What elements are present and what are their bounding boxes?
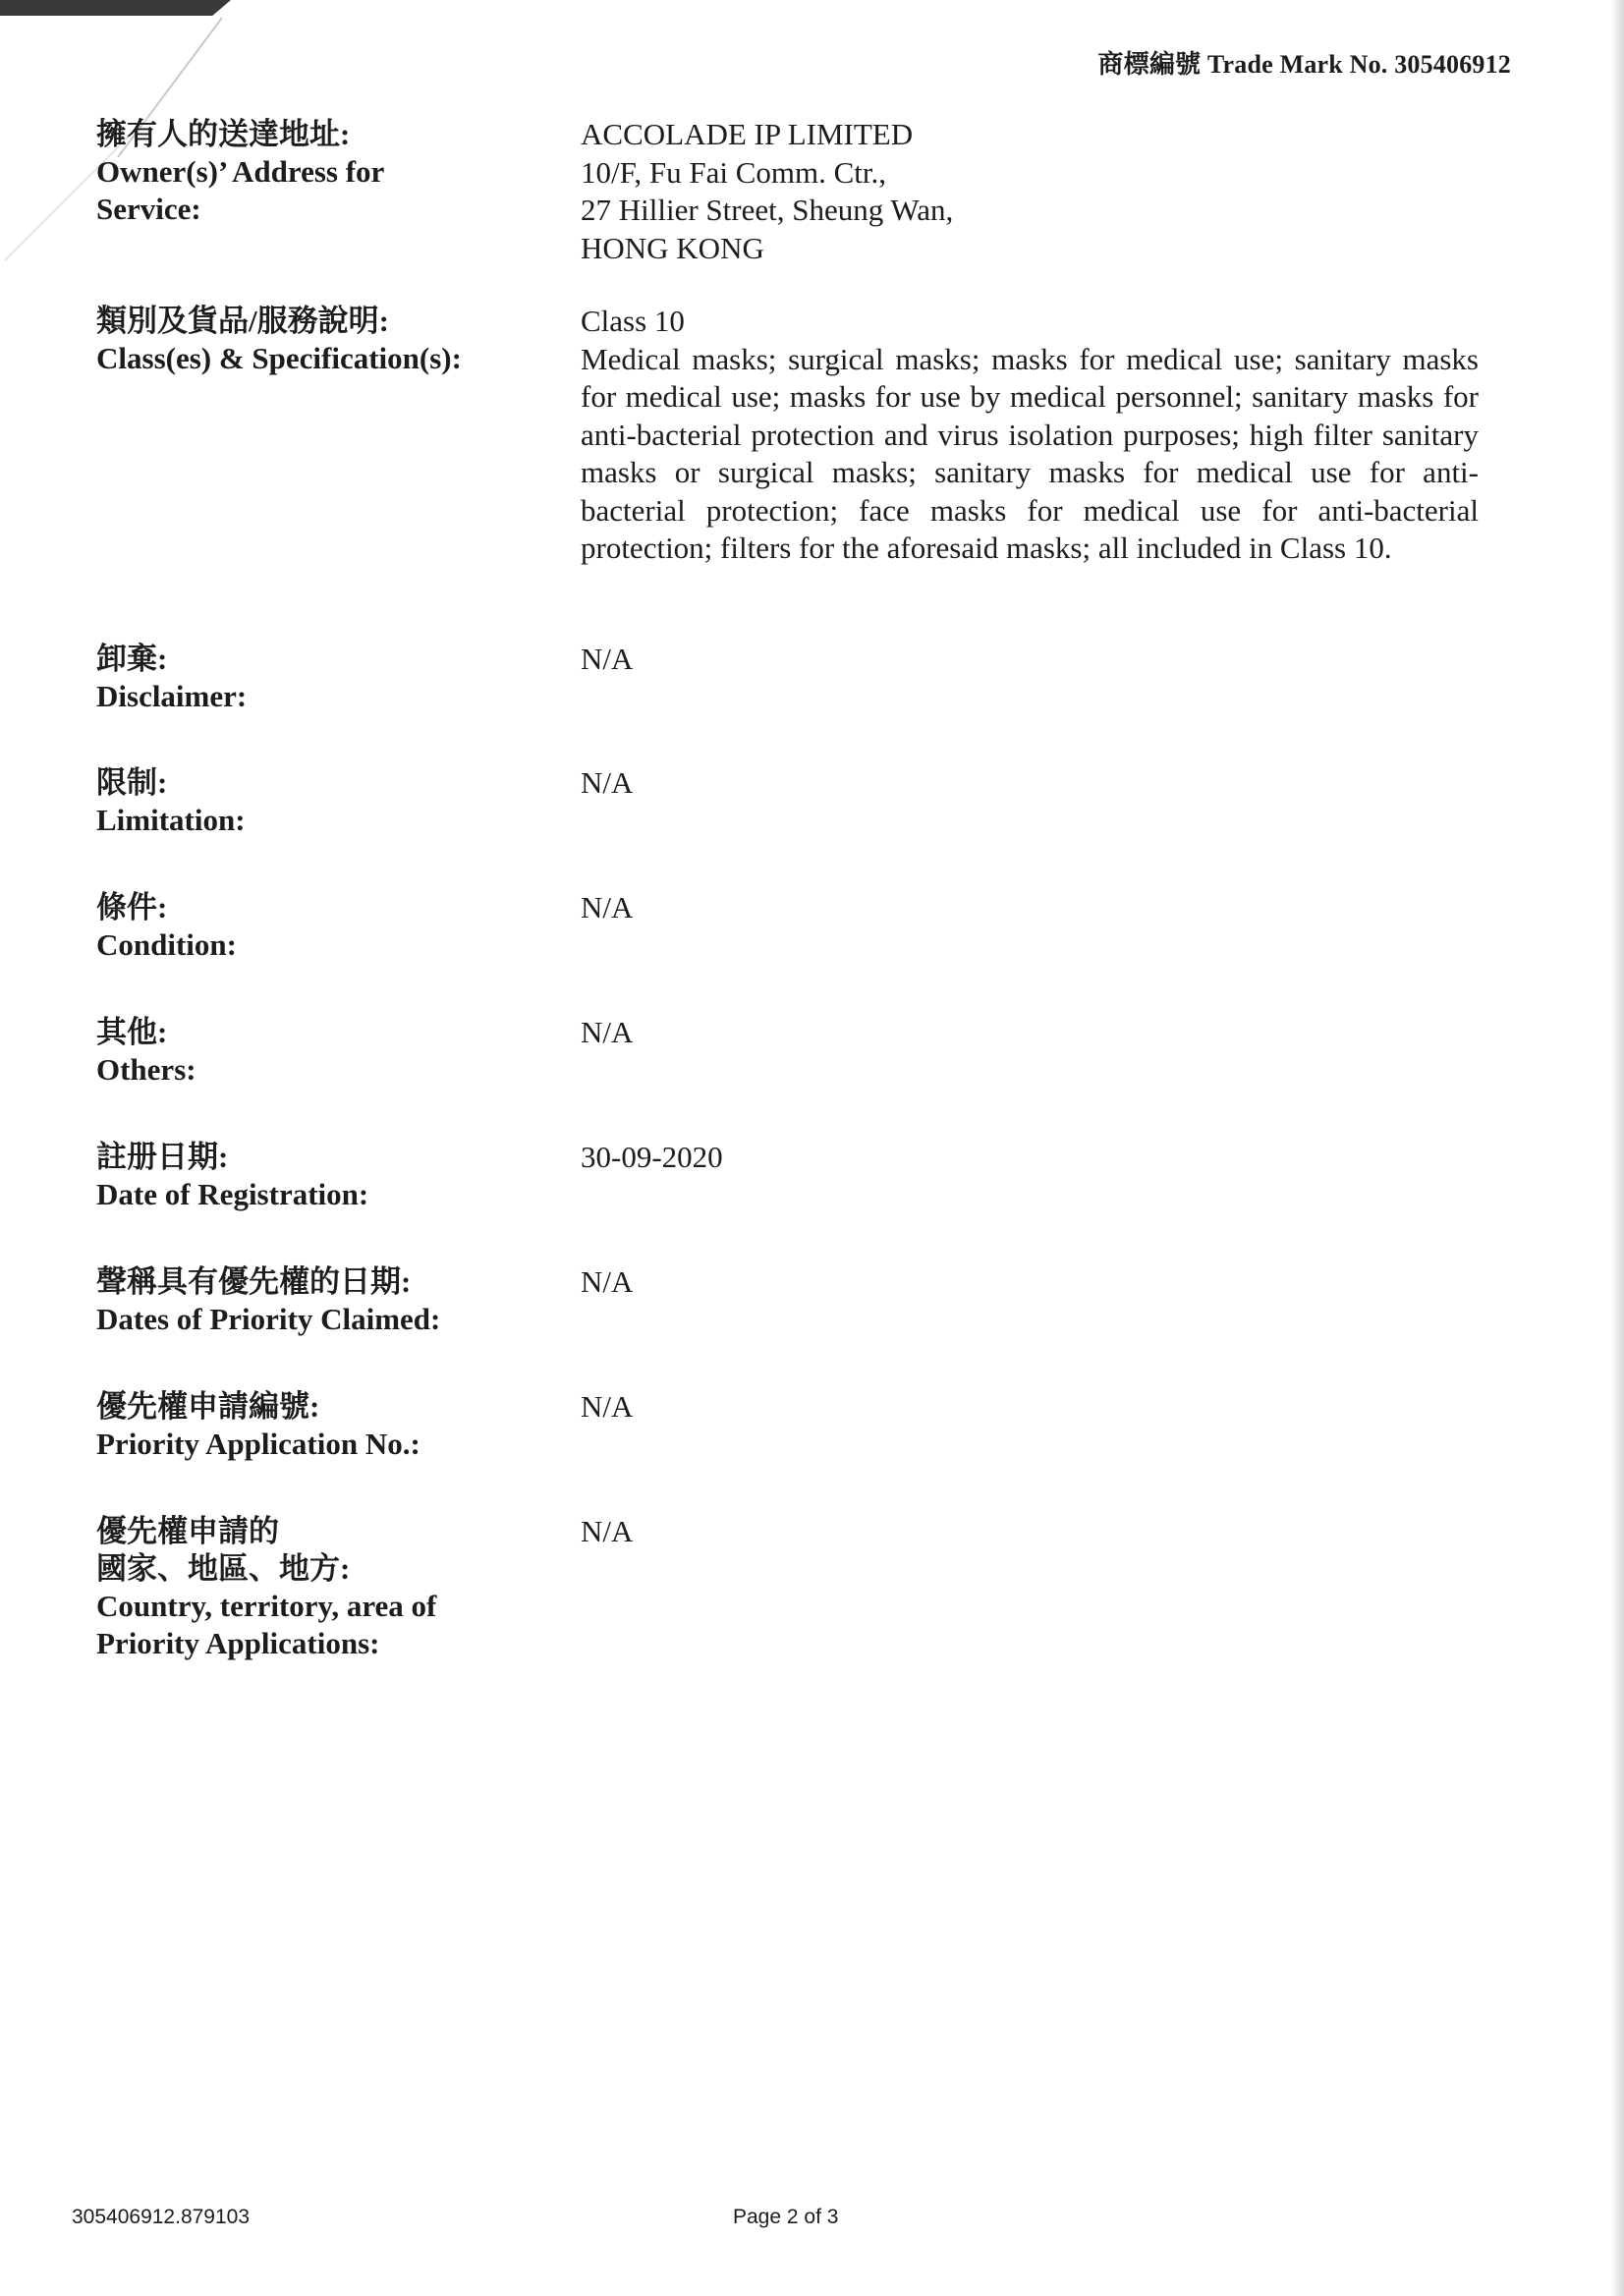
scan-right-edge	[1610, 0, 1624, 2296]
field-value: 30-09-2020	[581, 1140, 723, 1174]
specification-text: Medical masks; surgical masks; masks for medical use; sanitary masks for medical use; masks for use by medical personnel; sanitary masks for anti-bacterial protection and virus isolation purposes; high filter sanitary masks or surgical masks; sanitary masks for medical use for anti-bacterial protection; face masks for medical use for anti-bacterial protection; filters for the aforesaid masks; all included in Class 10.	[581, 341, 1479, 565]
label-en: Others:	[96, 1052, 196, 1087]
label-zh: 卸棄:	[96, 642, 168, 676]
label-en: Country, territory, area of	[96, 1589, 437, 1623]
label-zh: 擁有人的送達地址:	[96, 117, 351, 151]
label-en: Dates of Priority Claimed:	[96, 1302, 441, 1336]
page-number: Page 2 of 3	[733, 2206, 839, 2228]
field-value: N/A	[581, 642, 634, 676]
address-line: HONG KONG	[581, 230, 764, 265]
address-line: 27 Hillier Street, Sheung Wan,	[581, 193, 954, 227]
field-value: N/A	[581, 890, 634, 924]
label-zh: 優先權申請編號:	[96, 1389, 320, 1424]
field-label	[96, 1513, 568, 1662]
label-zh: 國家、地區、地方:	[96, 1551, 351, 1586]
field-label	[96, 1263, 568, 1338]
label-en: Disclaimer:	[96, 679, 248, 713]
field-value: N/A	[581, 765, 634, 800]
label-en: Date of Registration:	[96, 1177, 369, 1211]
field-value	[581, 116, 1479, 267]
label-zh: 其他:	[96, 1015, 168, 1049]
address-line: ACCOLADE IP LIMITED	[581, 117, 914, 151]
field-label	[96, 641, 568, 715]
label-zh: 限制:	[96, 765, 168, 800]
field-value: N/A	[581, 1015, 634, 1049]
scan-edge-mark	[0, 0, 231, 16]
label-en: Priority Applications:	[96, 1626, 380, 1660]
field-value: N/A	[581, 1514, 634, 1548]
trade-mark-number-header: 商標編號 Trade Mark No. 305406912	[1097, 50, 1511, 79]
field-label	[96, 889, 568, 964]
label-zh: 優先權申請的	[96, 1514, 279, 1548]
class-number: Class 10	[581, 304, 685, 338]
label-zh: 註册日期:	[96, 1140, 229, 1174]
document-reference: 305406912.879103	[72, 2206, 251, 2228]
field-label	[96, 764, 568, 839]
field-value	[581, 303, 1479, 568]
field-label	[96, 1014, 568, 1089]
field-label	[96, 1139, 568, 1213]
field-label	[96, 1388, 568, 1463]
label-en: Class(es) & Specification(s):	[96, 341, 462, 375]
label-zh: 條件:	[96, 890, 168, 924]
field-label	[96, 303, 568, 377]
address-line: 10/F, Fu Fai Comm. Ctr.,	[581, 154, 887, 190]
field-value: N/A	[581, 1389, 634, 1424]
field-label	[96, 116, 568, 228]
label-en: Owner(s)’ Address for Service:	[96, 154, 384, 226]
label-en: Priority Application No.:	[96, 1427, 420, 1461]
label-en: Condition:	[96, 927, 237, 962]
label-en: Limitation:	[96, 803, 246, 837]
field-value: N/A	[581, 1264, 634, 1299]
label-zh: 類別及貨品/服務說明:	[96, 304, 389, 338]
label-zh: 聲稱具有優先權的日期:	[96, 1264, 412, 1299]
